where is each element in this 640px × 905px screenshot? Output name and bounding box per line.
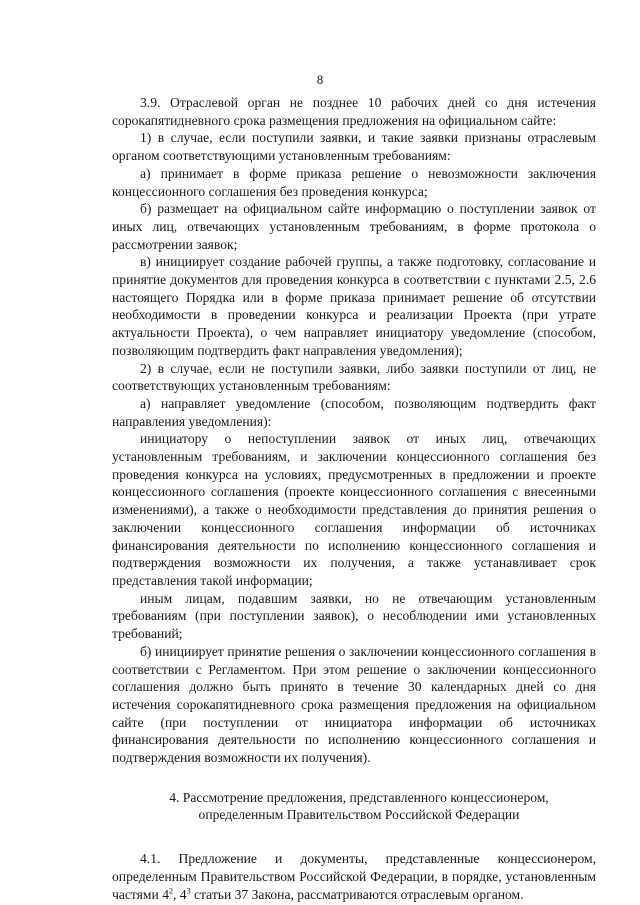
paragraph-1v: в) инициирует создание рабочей группы, а также подготовку, согласование и принятие документов для проведения конкурса в соответствии с пунктами 2.5, 2.6 настоящего Порядка или в форме приказа принимает решение об отсутствии необходимости в проведении конкурса и реализации Проекта (при утрате актуальности Проекта), о чем направляет инициатору уведомление (способом, позволяющим подтвердить факт направления уведомления); (112, 254, 596, 358)
page-number: 8 (316, 72, 324, 87)
paragraph-2b: б) инициирует принятие решения о заключении концессионного соглашения в соответствии с Регламентом. При этом решение о заключении концессионного соглашения должно быть принято в течение 30 календарных дней со дня истечения сорокапятидневного срока размещения предложения на официальном сайте (при поступлении от инициатора информации об источниках финансирования деятельности по исполнению концессионного соглашения и подтверждения возможности их получения). (112, 643, 596, 766)
paragraph-1b: б) размещает на официальном сайте информацию о поступлении заявок от иных лиц, отвечающих установленным требованиям, в форме протокола о рассмотрении заявок; (112, 201, 596, 252)
paragraph-3-9: 3.9. Отраслевой орган не позднее 10 рабочих дней со дня истечения сорокапятидневного срока размещения предложения на официальном сайте: (112, 95, 596, 128)
paragraph-1: 1) в случае, если поступили заявки, и такие заявки признаны отраслевым органом соответствующими установленным требованиям: (112, 130, 596, 164)
document-body (112, 94, 596, 903)
paragraph-2: 2) в случае, если не поступили заявки, либо заявки поступили от лиц, не соответствующих установленным требованиям: (112, 360, 596, 394)
paragraph-2a-others: иным лицам, подавшим заявки, но не отвечающим установленным требованиям (при поступлении заявок), о несоблюдении ими установленных требований; (112, 590, 596, 642)
p41-sup-1: 2 (169, 886, 173, 895)
p41-text-1: 4.1. Предложение и документы, представленные концессионером, определенным Правительством Российской Федерации, в порядке, установленным частями 4 (112, 851, 596, 902)
section-4-heading-line2: определенным Правительством Российской Федерации (198, 807, 520, 823)
paragraph-2a: а) направляет уведомление (способом, позволяющим подтвердить факт направления уведомления): (112, 395, 596, 429)
p41-text-3: статьи 37 Закона, рассматриваются отраслевым органом. (190, 886, 524, 902)
paragraph-2a-initiator: инициатору о непоступлении заявок от иных лиц, отвечающих установленным требованиям, и заключении концессионного соглашения без проведения конкурса на условиях, предусмотренных в предложении и проекте концессионного соглашения (проекте концессионного соглашения с внесенными изменениями), а также о необходимости представления до принятия решения о заключении концессионного соглашения информации об источниках финансирования деятельности по исполнению концессионного соглашения и подтверждения возможности их получения, а также устанавливает срок представления такой информации; (112, 431, 596, 588)
p41-sup-2: 3 (186, 886, 191, 895)
section-4-heading-line1: 4. Рассмотрение предложения, представленного концессионером, (169, 789, 549, 805)
p41-text-2: , 4 (173, 886, 187, 902)
paragraph-1a: а) принимает в форме приказа решение о невозможности заключения концессионного соглашения без проведения конкурса; (112, 165, 596, 199)
paragraph-4-1 (112, 850, 596, 903)
section-4-heading (112, 789, 596, 824)
